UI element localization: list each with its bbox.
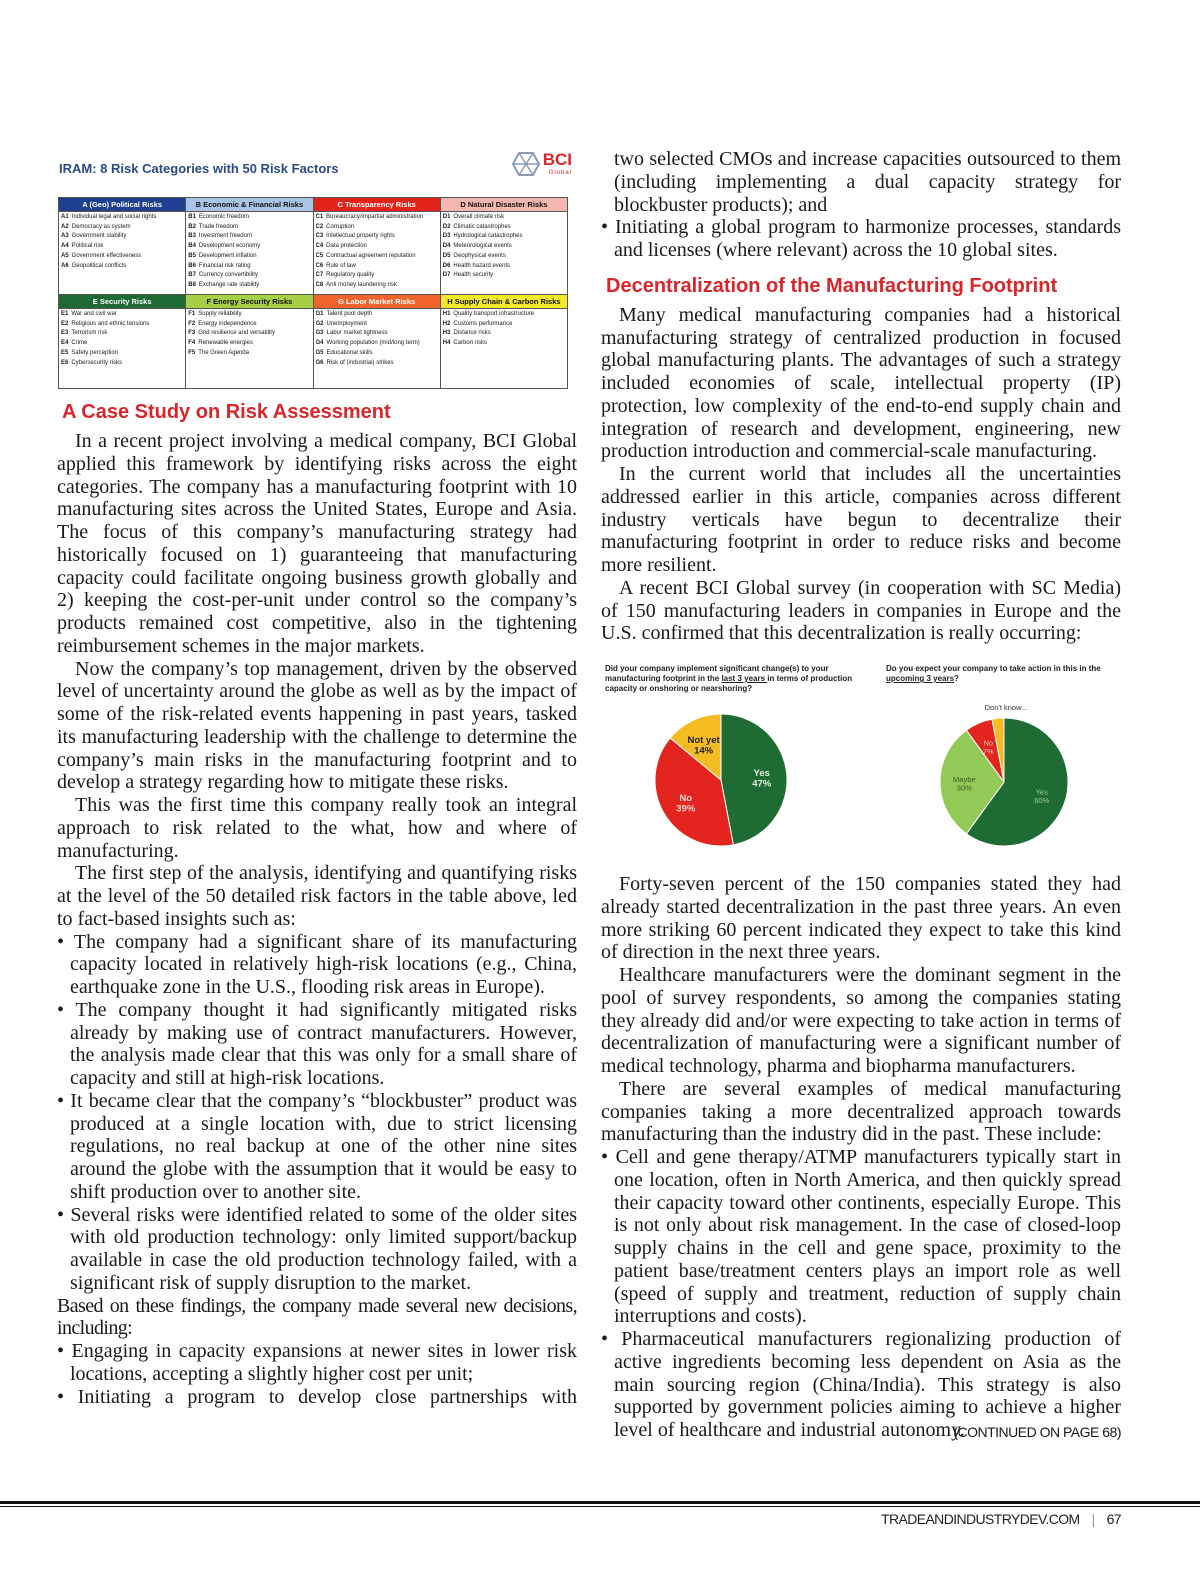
risk-factor-code: D4 (442, 243, 451, 250)
risk-factor (188, 252, 310, 262)
risk-factor-label: Regulatory quality (326, 272, 375, 279)
risk-factor-code: E3 (61, 330, 69, 337)
question-text: Did your company implement significant change(s) to your manufacturing footprint in the (605, 664, 829, 683)
risk-factor (443, 223, 565, 233)
risk-factor-label: Bureaucracy/impartial administration (326, 214, 424, 220)
risk-factor-code: C6 (315, 262, 324, 269)
risk-factor-label: Carbon risks (453, 340, 488, 347)
risk-factor-label: Distance risks (453, 330, 491, 337)
risk-factor (61, 349, 183, 359)
risk-factor (61, 242, 183, 252)
risk-factor (316, 213, 438, 223)
risk-factor-code: D1 (442, 214, 451, 220)
risk-category-header: C Transparency Risks (313, 198, 440, 212)
pie-label (1034, 787, 1049, 805)
pie-label (985, 703, 1028, 712)
risk-factor-label: Customs performance (453, 320, 513, 327)
risk-factor (316, 281, 438, 291)
pie-label-value: 60% (1034, 795, 1050, 805)
risk-factor (61, 320, 183, 330)
risk-factor (316, 223, 438, 233)
risk-factor-label: Overall climate risk (453, 214, 505, 220)
risk-factor (443, 242, 565, 252)
risk-factor-label: Government stability (71, 233, 127, 240)
risk-factor-code: E1 (61, 311, 69, 317)
bullet-item (601, 1328, 1121, 1442)
risk-factor-code: E4 (61, 340, 69, 347)
risk-factor-label: Development economy (198, 243, 261, 250)
footer-separator: | (1091, 1511, 1095, 1527)
risk-factor-list (59, 309, 186, 389)
risk-factor (316, 359, 438, 369)
risk-factor (188, 213, 310, 223)
risk-factor-label: Climatic catastrophes (453, 223, 511, 230)
risk-factor-code: F4 (188, 340, 196, 347)
paragraph: In the current world that includes all the uncertainties addressed earlier in this article, companies across different industry verticals have begun to decentralize their manufacturing footprint in order to reduce risks and become more resilient. (601, 463, 1121, 576)
risk-factor-list (59, 212, 186, 295)
risk-factor-code: D7 (442, 272, 451, 279)
risk-factor-code: A6 (61, 262, 69, 269)
bullet-item: • The company had a significant share of its manufacturing capacity located in relatively high-risk locations (e.g., China, earthquake zone in the U.S., flooding risk areas in Europe). (57, 930, 577, 998)
risk-factor-label: Unemployment (326, 320, 367, 327)
paragraph: This was the first time this company really took an integral approach to risk related to the what, how and where of manufacturing. (57, 794, 577, 862)
risk-factor-label: Health hazard events (453, 262, 511, 269)
risk-factor (316, 242, 438, 252)
risk-category-header: B Economic & Financial Risks (186, 198, 313, 212)
question-text: in terms of production capacity or onshoring or nearshoring? (605, 674, 853, 693)
paragraph: There are several examples of medical manufacturing companies taking a more decentralized approach towards manufacturing than the industry did in the past. These include: (601, 1077, 1121, 1146)
bullet-item: • Several risks were identified related to some of the older sites with old production technology: only limited support/backup available in case the old production technology failed, with a significant risk of supply disruption to the market. (57, 1203, 577, 1294)
risk-factor-code: A2 (61, 223, 69, 230)
risk-factor-code: H1 (442, 311, 451, 317)
pie-label-value: 30% (956, 783, 972, 793)
risk-factor (61, 262, 183, 272)
risk-factor-label: Corruption (326, 223, 355, 230)
risk-factor (443, 213, 565, 223)
risk-factor-code: G1 (315, 311, 324, 317)
risk-factor-label: Political risk (71, 243, 104, 250)
risk-factor-code: B4 (188, 243, 196, 250)
pie-label-value: 7% (982, 747, 994, 757)
risk-factor (443, 271, 565, 281)
risk-factor-code: D2 (442, 223, 451, 230)
risk-factor-label: Cybersecurity risks (71, 359, 123, 366)
paragraph: In a recent project involving a medical company, BCI Global applied this framework by identifying risks across the eight categories. The company has a manufacturing footprint with 10 manufacturing sites across the United States, Europe and Asia. The focus of this company’s manufacturing strategy had historically focused on 1) guaranteeing that manufacturing capacity could facilitate ongoing business growth globally and 2) keeping the cost-per-unit under control so the company’s products remained cost competitive, also in the tightening reimbursement schemes in the major markets. (57, 430, 577, 657)
risk-factor (188, 242, 310, 252)
risk-factor-label: Educational skills (326, 349, 373, 356)
risk-factor (443, 339, 565, 349)
question-text: Do you expect your company to take action in this in the (886, 664, 1101, 673)
risk-factor-code: B1 (188, 214, 196, 220)
risk-factor-code: H4 (442, 340, 451, 347)
risk-factor-label: Labor market tightness (326, 330, 388, 337)
risk-factor (61, 232, 183, 242)
risk-factor-code: B2 (188, 223, 196, 230)
left-column (57, 396, 577, 1408)
risk-factor-code: B3 (188, 233, 196, 240)
question-text: ? (954, 674, 959, 683)
risk-factor-code: C2 (315, 223, 324, 230)
paragraph: Healthcare manufacturers were the dominant segment in the pool of survey respondents, so among the companies stating they already did and/or were expecting to take action in terms of decentralization of manufacturing were a significant number of medical technology, pharma and biopharma manufacturers. (601, 964, 1121, 1077)
risk-factor-list (186, 212, 313, 295)
question-text: last 3 years (721, 674, 768, 683)
risk-factor-list (440, 309, 567, 389)
risk-factor (443, 320, 565, 330)
risk-factor-label: Grid resilience and versatility (198, 330, 275, 337)
risk-factor-label: Currency convertibility (198, 272, 258, 279)
risk-factor-code: B8 (188, 281, 196, 288)
bullet-item: • Initiating a program to develop close partnerships with (57, 1385, 577, 1408)
risk-factor (188, 271, 310, 281)
risk-factor-code: B7 (188, 272, 196, 279)
risk-factor-label: Risk of (industrial) strikes (326, 359, 394, 366)
pie-label-value: 47% (752, 778, 772, 790)
risk-factor-code: A3 (61, 233, 69, 240)
risk-factor (316, 349, 438, 359)
bci-hexagon-icon (512, 152, 540, 176)
risk-factor-code: G3 (315, 330, 324, 337)
risk-factor-label: Exchange rate stability (198, 281, 260, 288)
bullet-item: • Cell and gene therapy/ATMP manufacturers typically start in one location, often in North America, and then quickly spread their capacity toward other continents, especially Europe. This is not only about risk management. In the case of closed-loop supply chains in the cell and gene space, proximity to the patient base/treatment centers plays an import role as well (speed of supply and treatment, reduction of supply chain interruptions and costs). (601, 1146, 1121, 1328)
risk-factor-list (440, 212, 567, 295)
risk-factor-code: C7 (315, 272, 324, 279)
pie-label (983, 739, 994, 757)
risk-factor (61, 213, 183, 223)
risk-factor-label: Development inflation (198, 252, 257, 259)
risk-factor-code: F1 (188, 311, 196, 317)
risk-factor-code: D5 (442, 252, 451, 259)
risk-factor-code: C3 (315, 233, 324, 240)
risk-category-header: G Labor Market Risks (313, 295, 440, 309)
chart-question-2 (886, 664, 1126, 684)
pie-label-name: Not yet (687, 734, 720, 746)
risk-factor-code: A5 (61, 252, 69, 259)
risk-factor-label: Energy independence (198, 320, 257, 327)
risk-factor-label: Economic freedom (198, 214, 249, 220)
pie-label-name: No (983, 738, 994, 748)
risk-factor (61, 359, 183, 369)
risk-factor-code: D6 (442, 262, 451, 269)
paragraph: Now the company’s top management, driven by the observed level of uncertainty around the globe as well as by the impact of some of the risk-related events happening in past years, tasked its manufacturing leadership with the challenge to determine the company’s main risks in the manufacturing footprint and to develop a strategy regarding how to mitigate these risks. (57, 657, 577, 794)
risk-factor-code: B5 (188, 252, 196, 259)
risk-factor-code: C1 (315, 214, 324, 220)
bullet-item: • Initiating a global program to harmonize processes, standards and licenses (where relevant) across the 10 global sites. (601, 216, 1121, 261)
risk-factor (188, 349, 310, 359)
risk-factor-code: E6 (61, 359, 69, 366)
risk-factor-label: Crime (71, 340, 88, 347)
risk-factor-label: Geopolitical conflicts (71, 262, 127, 269)
risk-factor-code: G2 (315, 320, 324, 327)
risk-factor-list (313, 309, 440, 389)
risk-factor (316, 329, 438, 339)
risk-factor-label: Health security (453, 272, 494, 279)
risk-factor (316, 271, 438, 281)
risk-factor-label: Meteorological events (453, 243, 512, 250)
pie-label-name: Maybe (953, 775, 976, 784)
footer-site: TRADEANDINDUSTRYDEV.COM (881, 1511, 1080, 1527)
risk-factor (316, 320, 438, 330)
risk-factor (443, 232, 565, 242)
risk-factor-code: A4 (61, 243, 69, 250)
risk-factor-label: Democracy as system (71, 223, 131, 230)
risk-factor-label: Trade freedom (198, 223, 239, 230)
bullet-item: • The company thought it had significantly mitigated risks already by making use of contract manufacturers. However, the analysis made clear that this was only for a small share of capacity and still at high-risk locations. (57, 998, 577, 1089)
paragraph: The first step of the analysis, identifying and quantifying risks at the level of the 50 detailed risk factors in the table above, led to fact-based insights such as: (57, 862, 577, 930)
pie-label-name: No (679, 792, 693, 804)
risk-factor (188, 262, 310, 272)
risk-factor-code: G6 (315, 359, 324, 366)
risk-factor-label: Working population (mid/long term) (326, 340, 420, 347)
bullet-item: • Engaging in capacity expansions at newer sites in lower risk locations, accepting a slightly higher cost per unit; (57, 1340, 577, 1385)
risk-factor (61, 310, 183, 320)
figure-title: IRAM: 8 Risk Categories with 50 Risk Factors (59, 161, 339, 176)
pie-label-name: Yes (753, 768, 770, 780)
risk-factor-label: Religious and ethnic tensions (71, 320, 150, 327)
risk-factor-code: C4 (315, 243, 324, 250)
risk-table (58, 197, 568, 389)
risk-factor-label: Rule of law (326, 262, 356, 269)
risk-factor-label: Anti money laundering risk (326, 281, 397, 288)
risk-factor-code: A1 (61, 214, 69, 220)
risk-factor-code: E2 (61, 320, 69, 327)
pie-label (752, 768, 772, 789)
risk-category-header: D Natural Disaster Risks (440, 198, 567, 212)
risk-factor (61, 252, 183, 262)
pie-label-name: Yes (1035, 787, 1048, 797)
risk-factor-code: F3 (188, 330, 196, 337)
risk-category-header: E Security Risks (59, 295, 186, 309)
risk-category-header: A (Geo) Political Risks (59, 198, 186, 212)
paragraph: two selected CMOs and increase capacities outsourced to them (including implementing a dual capacity strategy for blockbuster products); and (614, 148, 1121, 216)
risk-factor-label: Government effectiveness (71, 252, 142, 259)
risk-factor-label: Hydrological catastrophes (453, 233, 523, 240)
pie-label-name: Don't know... (984, 703, 1028, 712)
risk-factor (188, 310, 310, 320)
risk-factor-list (186, 309, 313, 389)
risk-factor-label: Geophysical events (453, 252, 506, 259)
risk-factor (188, 232, 310, 242)
logo-text: BCI (542, 150, 572, 169)
risk-factor-list (313, 212, 440, 295)
risk-factor-code: C8 (315, 281, 324, 288)
risk-factor-label: Talent pool depth (326, 311, 373, 317)
risk-factor (316, 262, 438, 272)
paragraph: A recent BCI Global survey (in cooperation with SC Media) of 150 manufacturing leaders in companies in Europe and the U.S. confirmed that this decentralization is really occurring: (601, 576, 1121, 645)
paragraph: Many medical manufacturing companies had a historical manufacturing strategy of centralized production in focused global manufacturing plants. The advantages of such a strategy included economies of scale, intellectual property (IP) protection, low complexity of the end-to-end supply chain and integration of research and development, engineering, new production introduction and commercial-scale manufacturing. (601, 303, 1121, 463)
risk-factor-code: F5 (188, 349, 196, 356)
risk-factor (443, 329, 565, 339)
risk-factor-label: Data protection (326, 243, 367, 250)
risk-factor (61, 339, 183, 349)
risk-factor (61, 329, 183, 339)
risk-factor (188, 320, 310, 330)
risk-factor-label: The Green Agenda (198, 349, 249, 356)
risk-factor (443, 310, 565, 320)
risk-factor-code: D3 (442, 233, 451, 240)
paragraph: Based on these findings, the company made several new decisions, including: (57, 1294, 577, 1340)
risk-factor (61, 223, 183, 233)
risk-factor-label: Safety perception (71, 349, 119, 356)
chart-question-1 (605, 664, 865, 694)
risk-factor-label: War and civil war (71, 311, 117, 317)
bullet-item: • It became clear that the company’s “blockbuster” product was produced at a single location with, due to strict licensing regulations, no real backup at one of the other nine sites around the globe with the assumption that it would be easy to shift production over to another site. (57, 1089, 577, 1203)
risk-factor (316, 310, 438, 320)
risk-factor-label: Intellectual property rights (326, 233, 395, 240)
risk-factor-label: Renewable energies (198, 340, 253, 347)
survey-charts (601, 660, 1121, 860)
case-study-heading: A Case Study on Risk Assessment (62, 401, 391, 423)
risk-factor-code: H3 (442, 330, 451, 337)
footer-rule-thin (0, 1506, 1200, 1507)
paragraph: Forty-seven percent of the 150 companies stated they had already started decentralization in the past three years. An even more striking 60 percent indicated they expect to take this kind of direction in the next three years. (601, 873, 1121, 964)
risk-categories-figure (57, 150, 572, 392)
page-number: 67 (1106, 1511, 1121, 1527)
logo-subtext: Global (548, 170, 572, 176)
risk-factor-code: G5 (315, 349, 324, 356)
risk-factor-label: Supply reliability (198, 311, 242, 317)
risk-factor-label: Terrorism risk (71, 330, 108, 337)
risk-category-header: H Supply Chain & Carbon Risks (440, 295, 567, 309)
footer-rule (0, 1501, 1200, 1504)
risk-factor-label: Contractual agreement reputation (326, 252, 416, 259)
risk-factor (443, 252, 565, 262)
risk-factor-code: C5 (315, 252, 324, 259)
risk-factor (443, 262, 565, 272)
bci-logo (512, 152, 572, 176)
risk-factor (316, 232, 438, 242)
decentralization-heading: Decentralization of the Manufacturing Footprint (606, 274, 1058, 297)
risk-factor-label: Quality transport infrastructure (453, 311, 535, 317)
risk-factor-code: G4 (315, 340, 324, 347)
risk-factor-code: H2 (442, 320, 451, 327)
pie-label-value: 14% (694, 745, 714, 757)
risk-category-header: F Energy Security Risks (186, 295, 313, 309)
risk-factor (316, 252, 438, 262)
question-text: upcoming 3 years (886, 674, 955, 683)
risk-factor-code: E5 (61, 349, 69, 356)
risk-factor (188, 223, 310, 233)
risk-factor-label: Individual legal and social rights (71, 214, 157, 220)
risk-factor (188, 281, 310, 291)
risk-factor-label: Investment freedom (198, 233, 252, 240)
page-footer (881, 1511, 1121, 1527)
risk-factor-label: Financial risk rating (198, 262, 251, 269)
continued-note: (CONTINUED ON PAGE 68) (953, 1424, 1121, 1440)
risk-factor (188, 329, 310, 339)
risk-factor (188, 339, 310, 349)
bullet-text: • Pharmaceutical manufacturers regionalizing production of active ingredients becoming less dependent on Asia as the main sourcing region (China/India). This strategy is also supported by government policies aiming to achieve a higher level of healthcare and industrial autonomy. (601, 1328, 1121, 1441)
pie-label-value: 39% (676, 803, 696, 815)
risk-factor-code: F2 (188, 320, 196, 327)
risk-factor-code: B6 (188, 262, 196, 269)
risk-factor (316, 339, 438, 349)
